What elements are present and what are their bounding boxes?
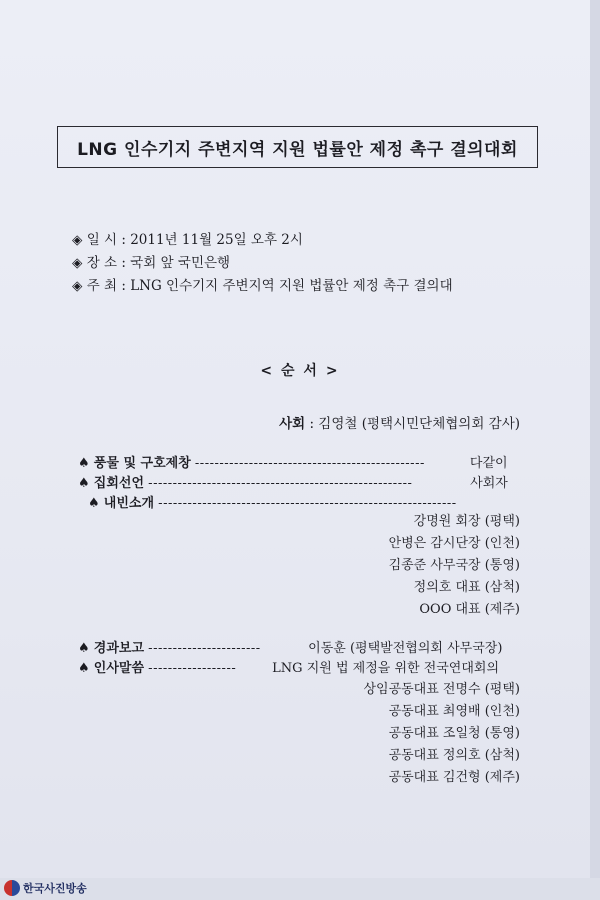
mc-value: : 김영철 (평택시민단체협의회 감사): [309, 416, 520, 432]
mc-label: 사회: [279, 416, 306, 432]
dash-leader: ------------------------------------------------------: [148, 476, 413, 491]
program-value: 다같이: [469, 456, 508, 471]
guest-item: 안병은 감시단장 (인천): [388, 536, 520, 551]
program-label: 인사말씀: [93, 661, 145, 676]
program-label: 집회선언: [93, 476, 145, 491]
program-item: [88, 492, 518, 511]
speaker-item: 공동대표 최영배 (인천): [388, 704, 520, 719]
dash-leader: -----------------------------------------------: [194, 456, 425, 471]
program-item: [78, 452, 508, 471]
program-value: 사회자: [470, 476, 508, 491]
dash-leader: ------------------: [148, 661, 237, 676]
info-host: ◈ 주 최 : LNG 인수기지 주변지역 지원 법률안 제정 촉구 결의대: [72, 274, 453, 294]
title-box: [57, 126, 538, 168]
spade-icon: ♠: [88, 496, 100, 511]
info-bullet: ◈: [72, 232, 83, 248]
logo-icon: [4, 880, 20, 896]
document-title: LNG 인수기지 주변지역 지원 법률안 제정 촉구 결의대회: [77, 139, 518, 160]
dash-leader: -----------------------: [148, 641, 261, 656]
guest-item: 정의호 대표 (삼척): [413, 580, 520, 595]
watermark-text: 한국사진방송: [23, 881, 87, 895]
info-value: 국회 앞 국민은행: [130, 255, 231, 271]
info-label: 주 최: [86, 278, 118, 294]
dash-leader: -------------------------------------------------------------: [158, 496, 457, 511]
order-heading: < 순 서 >: [260, 363, 340, 379]
info-bullet: ◈: [72, 255, 83, 271]
program-item: [78, 657, 499, 676]
page-edge: [590, 0, 600, 900]
speaker-item: 공동대표 정의호 (삼척): [388, 748, 520, 763]
program-item: [78, 637, 502, 656]
spade-icon: ♠: [78, 476, 90, 491]
program-value: 이동훈 (평택발전협의회 사무국장): [308, 641, 503, 656]
info-bullet: ◈: [72, 278, 83, 294]
guest-item: 김종준 사무국장 (통영): [388, 558, 520, 573]
program-label: 풍물 및 구호제창: [93, 456, 191, 471]
info-datetime: ◈ 일 시 : 2011년 11월 25일 오후 2시: [72, 228, 303, 248]
spade-icon: ♠: [78, 641, 90, 656]
program-label: 내빈소개: [103, 496, 155, 511]
spade-icon: ♠: [78, 456, 90, 471]
guest-item: OOO 대표 (제주): [419, 602, 520, 617]
info-value: LNG 인수기지 주변지역 지원 법률안 제정 촉구 결의대: [130, 278, 453, 294]
speaker-item: 공동대표 김건형 (제주): [388, 770, 520, 785]
bottom-strip: [0, 878, 600, 900]
info-value: 2011년 11월 25일 오후 2시: [130, 232, 303, 248]
info-location: ◈ 장 소 : 국회 앞 국민은행: [72, 251, 230, 271]
program-label: 경과보고: [93, 641, 145, 656]
speaker-item: 상임공동대표 전명수 (평택): [363, 682, 520, 697]
speaker-item: 공동대표 조일청 (통영): [388, 726, 520, 741]
spade-icon: ♠: [78, 661, 90, 676]
info-label: 일 시: [86, 232, 118, 248]
program-value: LNG 지원 법 제정을 위한 전국연대회의: [272, 661, 500, 676]
watermark-logo: [4, 880, 87, 896]
mc-line: [279, 412, 520, 432]
program-item: [78, 472, 508, 491]
info-label: 장 소: [86, 255, 118, 271]
guest-item: 강명원 회장 (평택): [413, 514, 520, 529]
